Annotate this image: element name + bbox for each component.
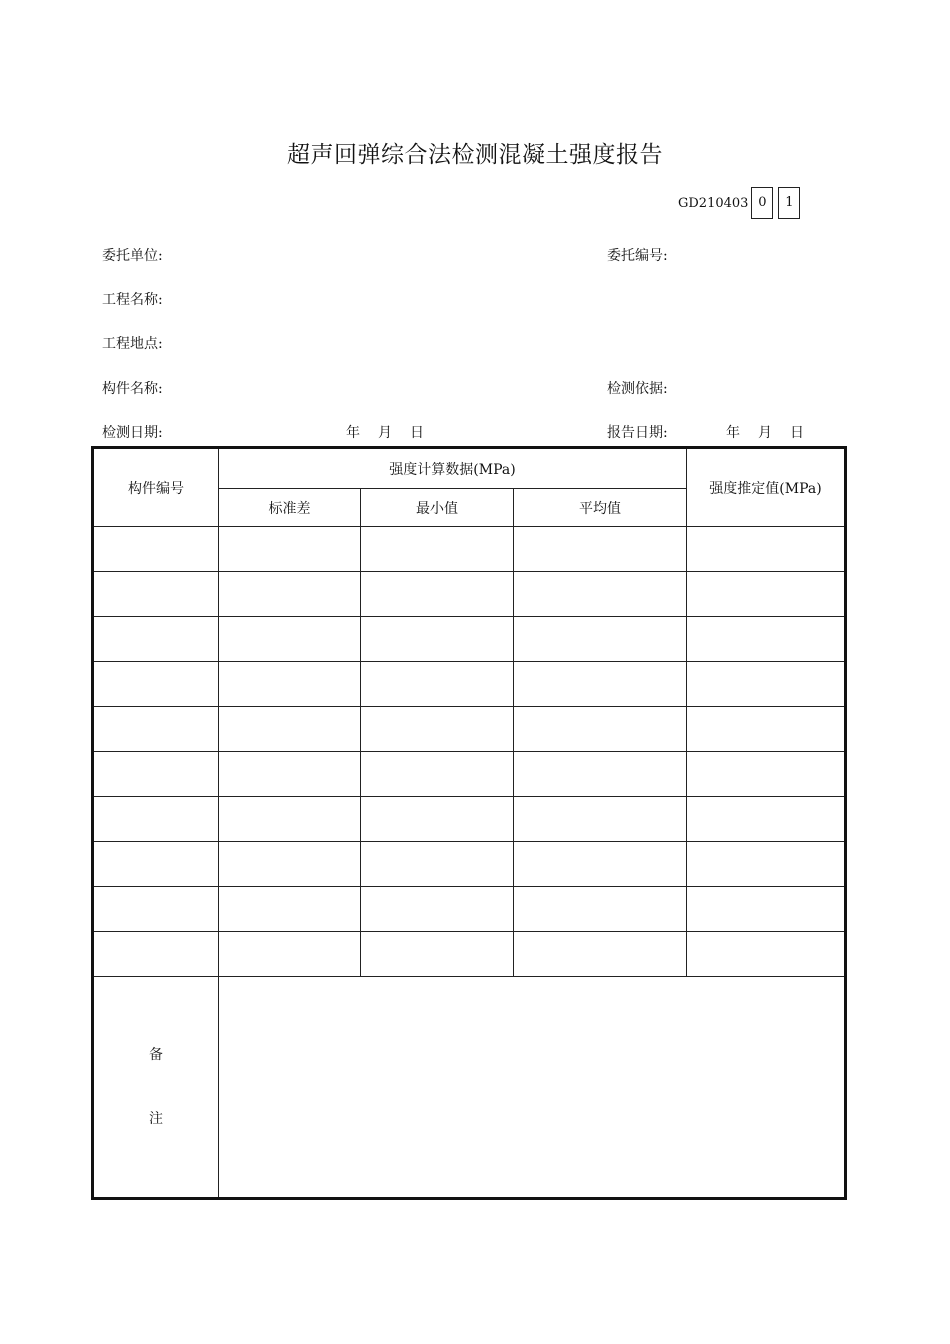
- report-date-label: 报告日期:: [607, 425, 668, 441]
- header-strength-data: 强度计算数据(MPa): [219, 448, 687, 489]
- table-row: [93, 842, 846, 887]
- table-cell[interactable]: [514, 797, 687, 842]
- table-cell[interactable]: [514, 572, 687, 617]
- table-row: [93, 797, 846, 842]
- report-date-year: 年: [726, 425, 740, 441]
- table-cell[interactable]: [687, 572, 846, 617]
- table-row: [93, 932, 846, 977]
- table-cell[interactable]: [93, 662, 219, 707]
- page-title: 超声回弹综合法检测混凝土强度报告: [287, 142, 663, 168]
- table-cell[interactable]: [514, 707, 687, 752]
- table-cell[interactable]: [514, 527, 687, 572]
- table-cell[interactable]: [93, 617, 219, 662]
- report-date-day: 日: [790, 425, 804, 441]
- test-date-day: 日: [410, 425, 424, 441]
- form-code-box-1: 0: [751, 187, 773, 219]
- table-cell[interactable]: [687, 527, 846, 572]
- remarks-row: [93, 977, 846, 1199]
- table-cell[interactable]: [514, 752, 687, 797]
- form-code-box-2: 1: [778, 187, 800, 219]
- table-cell[interactable]: [687, 707, 846, 752]
- table-cell[interactable]: [514, 662, 687, 707]
- table-cell[interactable]: [361, 527, 514, 572]
- test-date-year: 年: [346, 425, 360, 441]
- table-cell[interactable]: [93, 842, 219, 887]
- header-std-dev: 标准差: [219, 489, 361, 527]
- table-cell[interactable]: [687, 797, 846, 842]
- header-min-value: 最小值: [361, 489, 514, 527]
- table-cell[interactable]: [219, 932, 361, 977]
- table-cell[interactable]: [93, 707, 219, 752]
- remarks-label-char-1: 备: [149, 1047, 163, 1063]
- table-row: [93, 752, 846, 797]
- table-row: [93, 662, 846, 707]
- table-row: [93, 617, 846, 662]
- table-row: [93, 527, 846, 572]
- table-cell[interactable]: [93, 527, 219, 572]
- test-basis-label: 检测依据:: [607, 381, 668, 397]
- table-cell[interactable]: [514, 932, 687, 977]
- table-row: [93, 572, 846, 617]
- table-cell[interactable]: [219, 707, 361, 752]
- table-cell[interactable]: [361, 842, 514, 887]
- table-cell[interactable]: [687, 887, 846, 932]
- table-cell[interactable]: [361, 572, 514, 617]
- header-strength-estimate: 强度推定值(MPa): [687, 448, 846, 527]
- project-name-label: 工程名称:: [102, 292, 163, 308]
- table-cell[interactable]: [361, 752, 514, 797]
- table-cell[interactable]: [219, 887, 361, 932]
- table-cell[interactable]: [361, 797, 514, 842]
- table-cell[interactable]: [514, 842, 687, 887]
- table-cell[interactable]: [361, 932, 514, 977]
- table-cell[interactable]: [514, 887, 687, 932]
- header-avg-value: 平均值: [514, 489, 687, 527]
- table-cell[interactable]: [361, 662, 514, 707]
- table-cell[interactable]: [687, 662, 846, 707]
- table-row: [93, 887, 846, 932]
- report-date-month: 月: [758, 425, 772, 441]
- table-cell[interactable]: [219, 617, 361, 662]
- table-cell[interactable]: [93, 572, 219, 617]
- table-cell[interactable]: [93, 752, 219, 797]
- table-cell[interactable]: [514, 617, 687, 662]
- table-cell[interactable]: [93, 797, 219, 842]
- table-cell[interactable]: [361, 707, 514, 752]
- table-cell[interactable]: [687, 752, 846, 797]
- table-cell[interactable]: [93, 932, 219, 977]
- table-cell[interactable]: [219, 662, 361, 707]
- strength-table: [91, 446, 847, 1200]
- client-unit-label: 委托单位:: [102, 248, 163, 264]
- table-cell[interactable]: [361, 887, 514, 932]
- table-cell[interactable]: [219, 527, 361, 572]
- table-cell[interactable]: [93, 887, 219, 932]
- project-site-label: 工程地点:: [102, 336, 163, 352]
- table-cell[interactable]: [687, 932, 846, 977]
- component-name-label: 构件名称:: [102, 381, 163, 397]
- table-cell[interactable]: [687, 842, 846, 887]
- test-date-month: 月: [378, 425, 392, 441]
- table-cell[interactable]: [219, 842, 361, 887]
- header-component-no: 构件编号: [93, 448, 219, 527]
- remarks-label: [93, 977, 219, 1199]
- remarks-label-char-2: 注: [149, 1111, 163, 1127]
- test-date-label: 检测日期:: [102, 425, 163, 441]
- table-cell[interactable]: [219, 572, 361, 617]
- table-cell[interactable]: [361, 617, 514, 662]
- table-cell[interactable]: [219, 797, 361, 842]
- remarks-content[interactable]: [219, 977, 846, 1199]
- table-cell[interactable]: [219, 752, 361, 797]
- form-code-prefix: GD210403: [678, 195, 749, 211]
- form-code: [678, 186, 800, 220]
- table-row: [93, 707, 846, 752]
- client-no-label: 委托编号:: [607, 248, 668, 264]
- table-cell[interactable]: [687, 617, 846, 662]
